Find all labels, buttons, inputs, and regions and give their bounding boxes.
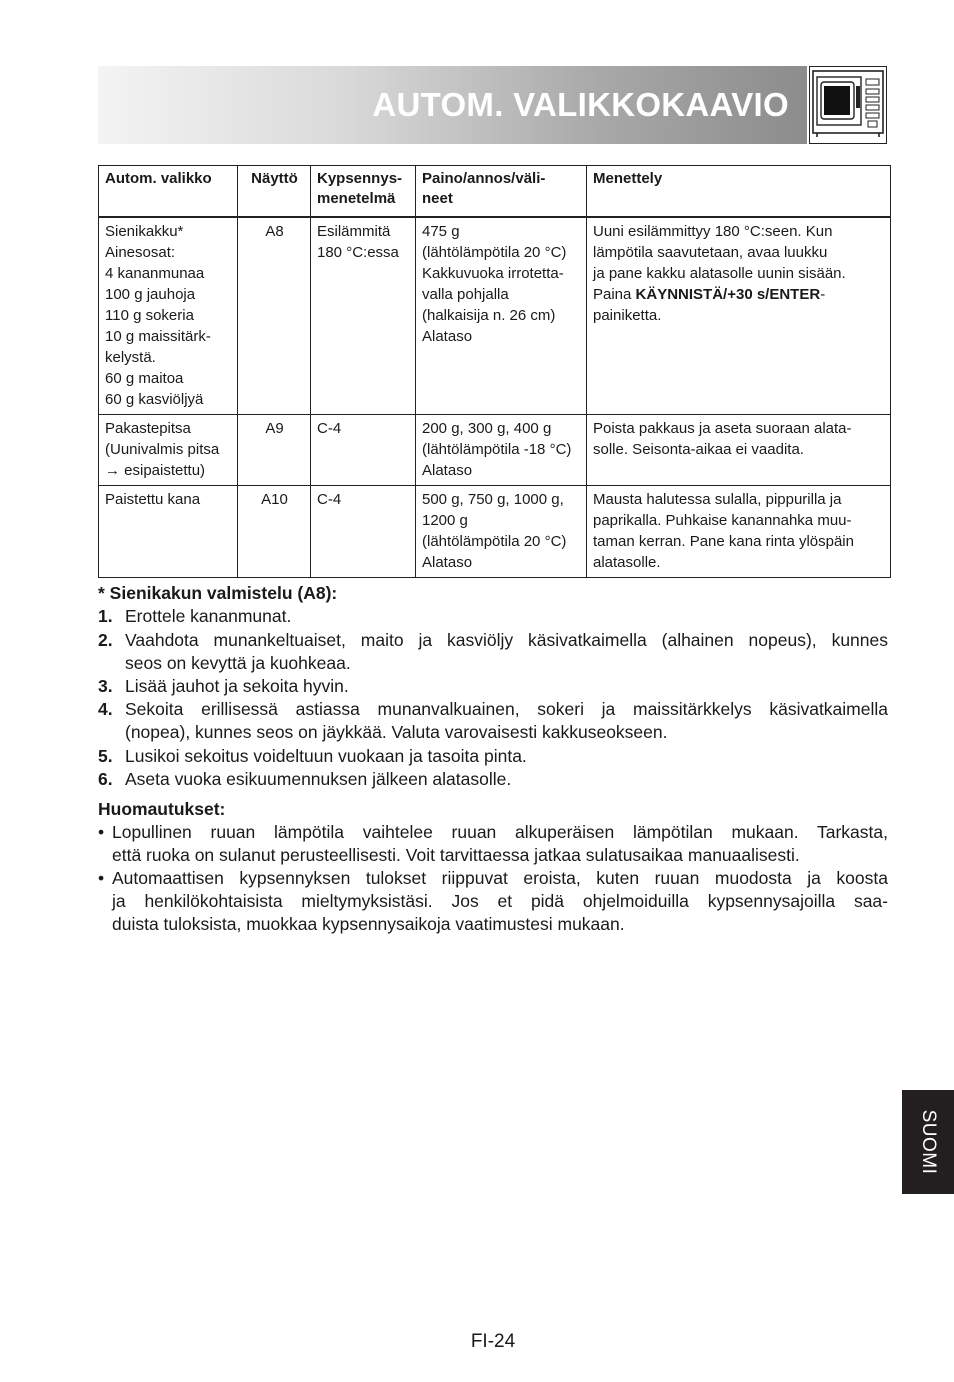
- display-cell: A10: [238, 485, 311, 577]
- table-row: [99, 414, 891, 485]
- step-number: 1.: [98, 606, 113, 626]
- weight-cell: 500 g, 750 g, 1000 g, 1200 g (lähtölämpötila 20 °C) Alataso: [416, 485, 587, 577]
- auto-menu-table: [98, 165, 891, 578]
- display-cell: A8: [238, 217, 311, 415]
- procedure-cell: Uuni esilämmittyy 180 °C:seen. Kun lämpötila saavutetaan, avaa luukku ja pane kakku alatasolle uunin sisään. Paina KÄYNNISTÄ/+30 s/ENTER- painiketta.: [587, 217, 891, 415]
- start-button-name: KÄYNNISTÄ/+30 s/ENTER: [635, 285, 821, 303]
- language-tab-label: SUOMI: [918, 1109, 939, 1175]
- step-text: Vaahdota munankeltuaiset, maito ja kasviöljy käsivatkaimella (alhainen nopeus), kunnes seos on kevyttä ja kuohkeaa.: [125, 630, 888, 673]
- step-number: 6.: [98, 769, 113, 789]
- language-tab: [902, 1090, 954, 1194]
- microwave-icon-box: [809, 66, 887, 144]
- note-text: Lopullinen ruuan lämpötila vaihtelee ruuan alkuperäisen lämpötilan mukaan. Tarkasta, että ruoka on sulanut perusteellisesti. Voit tarvittaessa jatkaa sulatusaikaa manuaalisesti.: [112, 822, 888, 865]
- weight-cell: 200 g, 300 g, 400 g (lähtölämpötila -18 °C) Alataso: [416, 414, 587, 485]
- col-header-display: Näyttö: [238, 166, 311, 217]
- step-text: Erottele kananmunat.: [125, 606, 292, 626]
- method-cell: C-4: [311, 485, 416, 577]
- col-header-method: Kypsennys- menetelmä: [311, 166, 416, 217]
- note-text: Automaattisen kypsennyksen tulokset riippuvat eroista, kuten ruuan muodosta ja koosta ja henkilökohtaisista mieltymyksistäsi. Jos et pidä ohjelmoiduilla kypsennysajoilla saa- duista tuloksista, muokkaa kypsennysaikoja vaatimustesi mukaan.: [112, 868, 888, 934]
- procedure-cell: Poista pakkaus ja aseta suoraan alata- solle. Seisonta-aikaa ei vaadita.: [587, 414, 891, 485]
- menu-cell: Pakastepitsa (Uunivalmis pitsa → esipaistettu): [99, 414, 238, 485]
- step-text: Aseta vuoka esikuumennuksen jälkeen alatasolle.: [125, 769, 512, 789]
- step-number: 2.: [98, 630, 113, 650]
- bullet: •: [98, 868, 105, 888]
- step-text: Lusikoi sekoitus voideltuun vuokaan ja tasoita pinta.: [125, 746, 527, 766]
- step-number: 3.: [98, 676, 113, 696]
- step-number: 4.: [98, 699, 113, 719]
- col-header-menu: Autom. valikko: [99, 166, 238, 217]
- weight-cell: 475 g (lähtölämpötila 20 °C) Kakkuvuoka irrotetta- valla pohjalla (halkaisija n. 26 cm) Alataso: [416, 217, 587, 415]
- display-cell: A9: [238, 414, 311, 485]
- preparation-heading: * Sienikakun valmistelu (A8):: [98, 583, 338, 603]
- step-number: 5.: [98, 746, 113, 766]
- col-header-procedure: Menettely: [587, 166, 891, 217]
- menu-cell: Paistettu kana: [99, 485, 238, 577]
- step-text: Sekoita erillisessä astiassa munanvalkuainen, sokeri ja maissitärkkelys käsivatkaimella (nopea), kunnes seos on jäykkää. Valuta varovaisesti kakkuseokseen.: [125, 699, 888, 742]
- table-header-row: [99, 166, 891, 217]
- step-text: Lisää jauhot ja sekoita hyvin.: [125, 676, 349, 696]
- method-cell: Esilämmitä 180 °C:essa: [311, 217, 416, 415]
- microwave-icon: [810, 67, 886, 143]
- table-row: [99, 485, 891, 577]
- table-row: [99, 217, 891, 415]
- method-cell: C-4: [311, 414, 416, 485]
- bullet: •: [98, 822, 105, 842]
- page-number: FI-24: [470, 1331, 516, 1352]
- procedure-cell: Mausta halutessa sulalla, pippurilla ja paprikalla. Puhkaise kanannahka muu- taman kerran. Pane kana rinta ylöspäin alatasolle.: [587, 485, 891, 577]
- notes-heading: Huomautukset:: [98, 799, 226, 819]
- page-title: AUTOM. VALIKKOKAAVIO: [372, 86, 789, 123]
- menu-cell: Sienikakku* Ainesosat: 4 kananmunaa 100 g jauhoja 110 g sokeria 10 g maissitärk- kelystä. 60 g maitoa 60 g kasviöljyä: [99, 217, 238, 415]
- header-band: [98, 66, 807, 144]
- col-header-weight: Paino/annos/väli- neet: [416, 166, 587, 217]
